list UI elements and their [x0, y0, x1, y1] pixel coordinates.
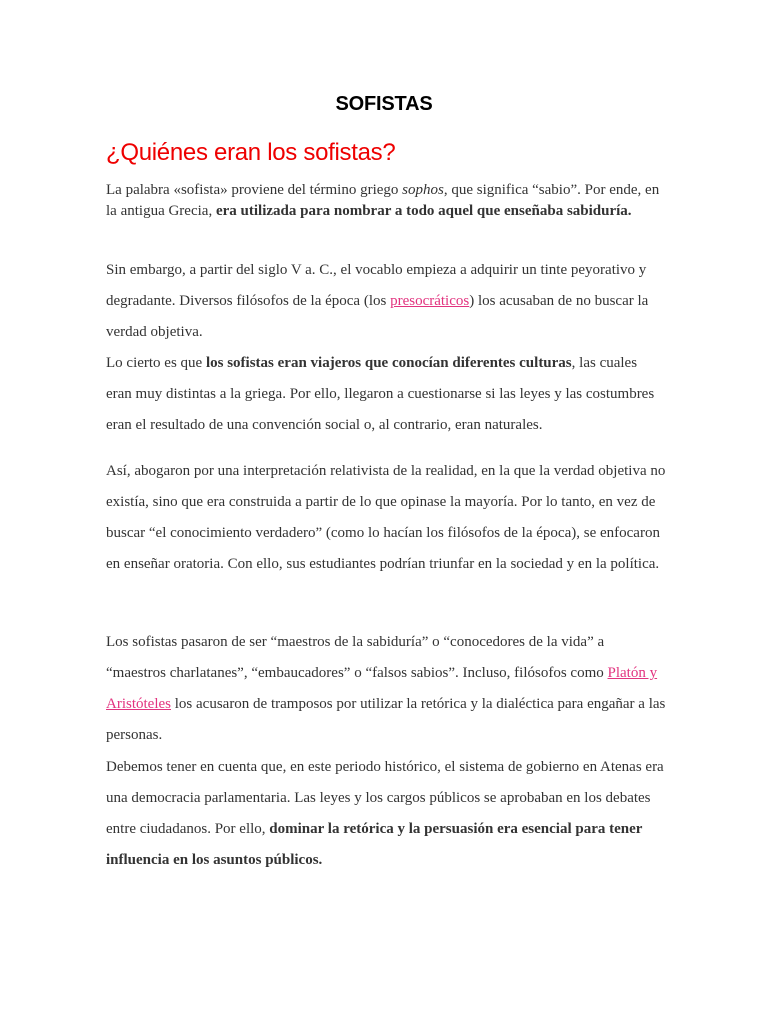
p3-text-c: , las cuales eran muy distintas a la griega. Por ello, llegaron a cuestionarse si las leyes y las costumbres eran el resultado de una convención social o, al contrario, eran naturales. [106, 355, 655, 433]
section-heading: ¿Quiénes eran los sofistas? [106, 139, 396, 166]
p1-text-a: La palabra «sofista» proviene del término griego [106, 182, 403, 198]
p2-text-a: Sin embargo, a partir del siglo V a. C., el vocablo empieza a adquirir un tinte peyorativo y degradante. Diversos filósofos de la época (los [106, 262, 647, 309]
paragraph-5 [106, 627, 666, 751]
p1-text-c: , que significa “sabio”. Por ende, en la antigua Grecia, [106, 182, 660, 219]
p5-text-b: los acusaron de tramposos por utilizar la retórica y la dialéctica para engañar a las personas. [106, 696, 666, 743]
paragraph-2 [106, 255, 666, 348]
p3-bold-text: los sofistas eran viajeros que conocían diferentes culturas [205, 355, 572, 371]
p2-text-b: ) los acusaban de no buscar la verdad objetiva. [106, 293, 649, 340]
paragraph-1 [106, 180, 666, 222]
p5-text-a: Los sofistas pasaron de ser “maestros de la sabiduría” o “conocedores de la vida” a “maestros charlatanes”, “embaucadores” o “falsos sabios”. Incluso, filósofos como [106, 634, 608, 681]
p6-bold-text: dominar la retórica y la persuasión era esencial para tener influencia en los asuntos públicos. [106, 821, 643, 868]
p6-text-a: Debemos tener en cuenta que, en este periodo histórico, el sistema de gobierno en Atenas era una democracia parlamentaria. Las leyes y los cargos públicos se aprobaban en los debates entre ciudadanos. Por ello, [106, 759, 664, 837]
paragraph-4: Así, abogaron por una interpretación relativista de la realidad, en la que la verdad objetiva no existía, sino que era construida a partir de lo que opinase la mayoría. Por lo tanto, en vez de buscar “el conocimiento verdadero” (como lo hacían los filósofos de la época), se enfocaron en enseñar oratoria. Con ello, sus estudiantes podrían triunfar en la sociedad y en la política. [106, 463, 666, 572]
link-presocraticos[interactable]: presocráticos [390, 293, 470, 309]
p1-italic-sophos: sophos [402, 182, 444, 198]
p1-bold-text: era utilizada para nombrar a todo aquel que enseñaba sabiduría. [215, 203, 632, 219]
paragraph-3 [106, 348, 666, 441]
p3-text-a: Lo cierto es que [106, 355, 206, 371]
document-title: SOFISTAS [335, 93, 433, 115]
paragraph-6 [106, 752, 666, 876]
link-platon-aristoteles[interactable]: Platón y Aristóteles [106, 665, 658, 712]
